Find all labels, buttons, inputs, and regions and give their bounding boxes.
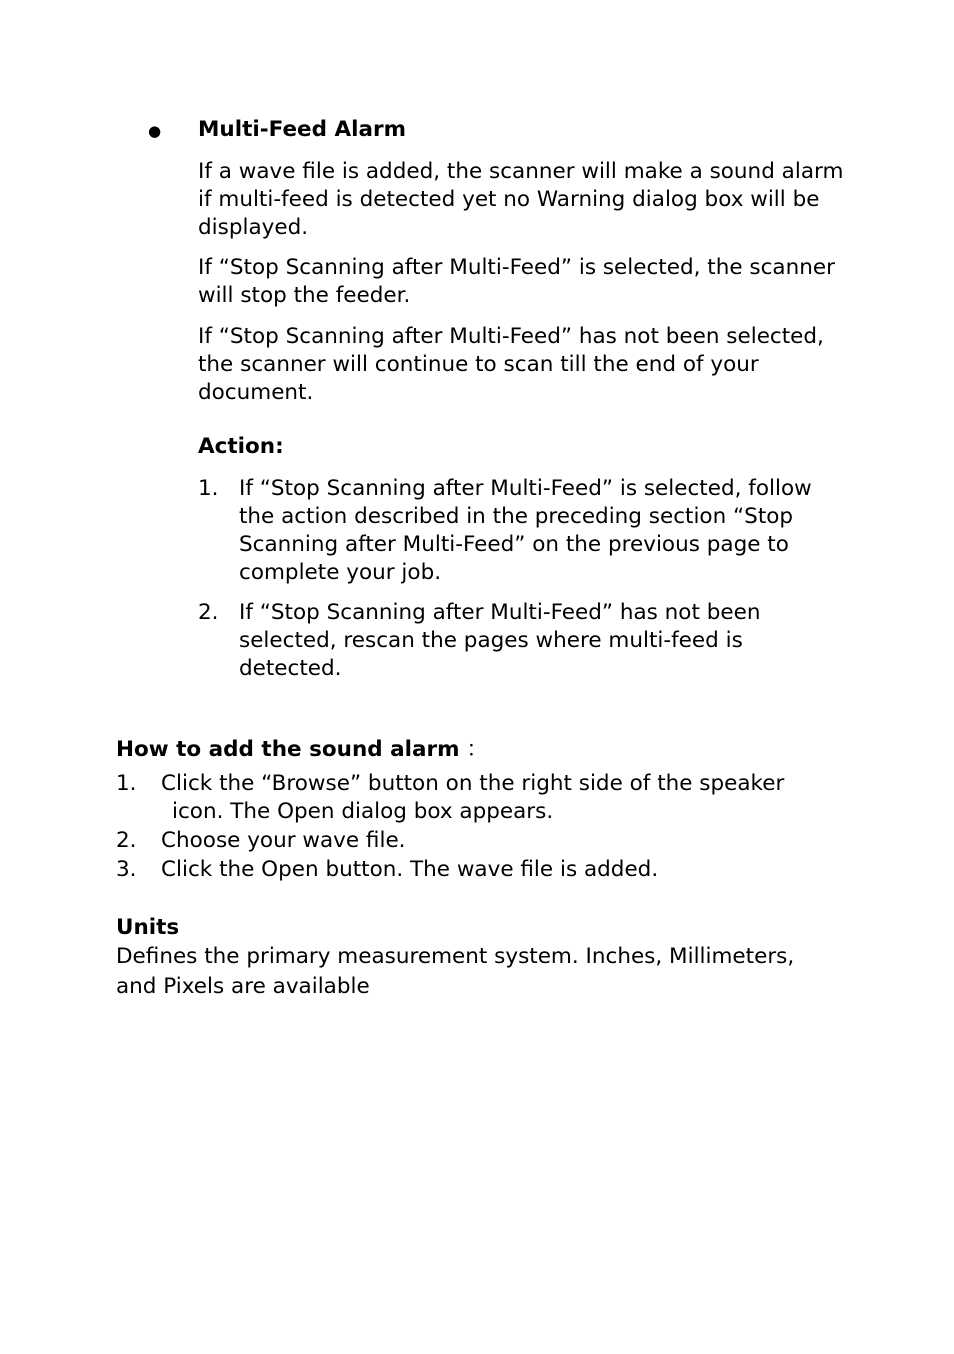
action-item-2 [198,599,848,683]
paragraph-wave-file: If a wave file is added, the scanner will make a sound alarm if multi-feed is detected yet no Warning dialog box will be displayed. [198,159,844,240]
action-item-1 [198,475,848,587]
how-to-step-2 [116,827,137,855]
bullet-dot: ● [148,122,162,140]
how-to-step-1-line-1: Click the “Browse” button on the right side of the speaker [161,771,785,796]
step-number: 1. [116,771,137,796]
units-heading: Units [116,915,180,940]
action-item-text: If “Stop Scanning after Multi-Feed” is selected, follow the action described in the preceding section “Stop Scanning after Multi-Feed” on the previous page to complete your job. [239,476,812,585]
how-to-step-1 [116,770,137,798]
how-to-step-1-line-2: icon. The Open dialog box appears. [172,799,554,824]
units-description-line-1: Defines the primary measurement system. Inches, Millimeters, [116,944,795,969]
action-heading: Action: [198,434,284,459]
how-to-title-colon: ： [466,737,488,762]
action-item-text: If “Stop Scanning after Multi-Feed” has not been selected, rescan the pages where multi-feed is detected. [239,600,761,681]
how-to-step-3 [116,856,137,884]
step-number: 2. [116,828,137,853]
how-to-step-3-text: Click the Open button. The wave file is added. [161,857,659,882]
how-to-heading [116,736,488,764]
paragraph-stop-not-selected: If “Stop Scanning after Multi-Feed” has not been selected, the scanner will continue to scan till the end of your document. [198,324,824,405]
how-to-step-2-text: Choose your wave file. [161,828,406,853]
action-item-number: 2. [198,600,219,625]
section-title-multi-feed-alarm: Multi-Feed Alarm [198,117,407,142]
how-to-title: How to add the sound alarm [116,737,460,762]
units-description-line-2: and Pixels are available [116,974,370,999]
action-item-number: 1. [198,476,219,501]
step-number: 3. [116,857,137,882]
paragraph-stop-selected: If “Stop Scanning after Multi-Feed” is selected, the scanner will stop the feeder. [198,255,835,308]
